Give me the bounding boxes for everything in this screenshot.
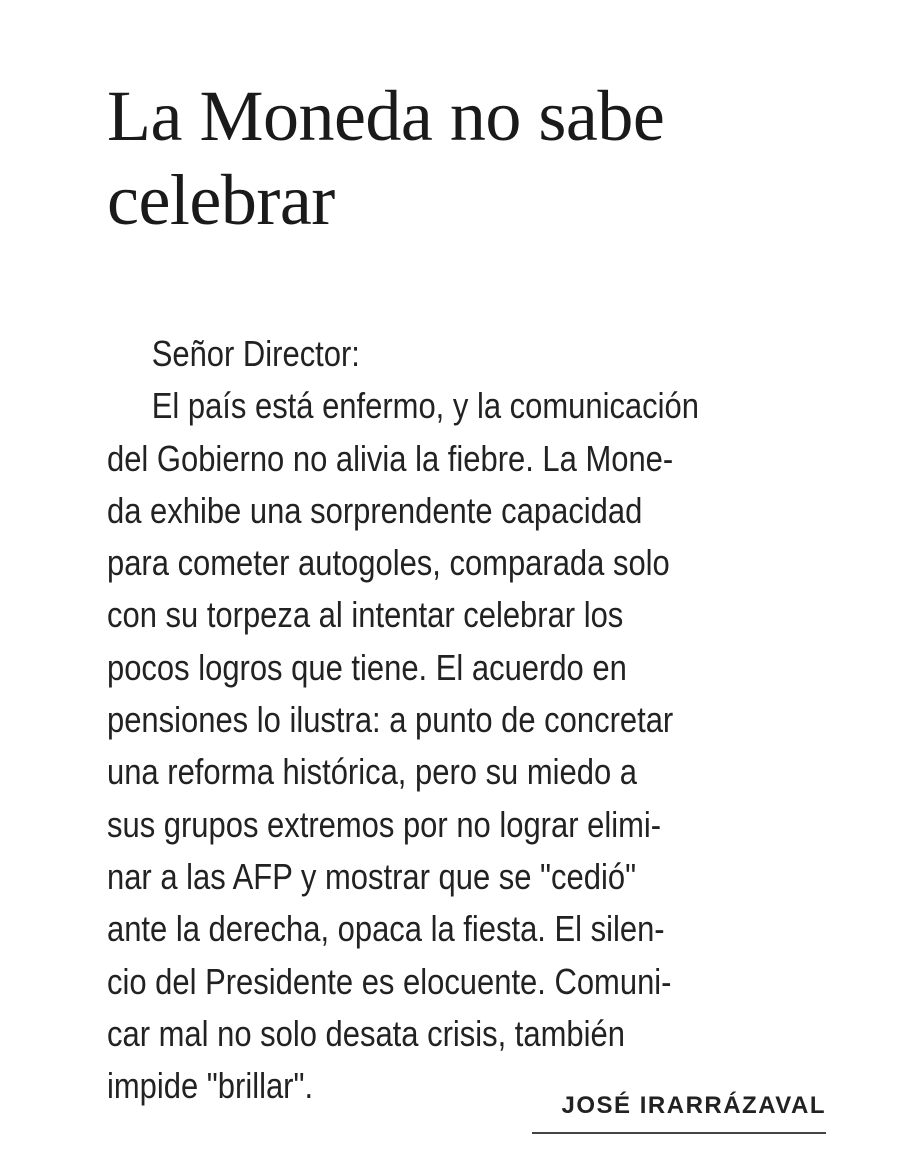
salutation: Señor Director: xyxy=(151,333,360,374)
letter-body xyxy=(107,328,735,1112)
body-line: impide "brillar". xyxy=(107,1065,314,1107)
body-line: El país está enfermo, y la comunicación xyxy=(151,385,699,427)
headline-line: celebrar xyxy=(107,160,335,240)
body-line: del Gobierno no alivia la fiebre. La Mone- xyxy=(107,437,674,479)
body-line: sus grupos extremos por no lograr elimi- xyxy=(107,803,662,845)
body-line: car mal no solo desata crisis, también xyxy=(107,1012,625,1054)
body-line: pocos logros que tiene. El acuerdo en xyxy=(107,646,627,688)
body-line: una reforma histórica, pero su miedo a xyxy=(107,751,638,793)
body-line: para cometer autogoles, comparada solo xyxy=(107,542,670,584)
body-line: ante la derecha, opaca la fiesta. El silen- xyxy=(107,908,665,950)
headline-line: La Moneda no sabe xyxy=(107,76,665,156)
headline xyxy=(107,74,827,242)
body-line: nar a las AFP y mostrar que se "cedió" xyxy=(107,855,637,897)
body-line: pensiones lo ilustra: a punto de concretar xyxy=(107,699,674,741)
body-line: con su torpeza al intentar celebrar los xyxy=(107,594,624,636)
signature-block xyxy=(532,1090,826,1134)
author-name: JOSÉ IRARRÁZAVAL xyxy=(561,1092,826,1119)
body-line: da exhibe una sorprendente capacidad xyxy=(107,489,643,531)
body-line: cio del Presidente es elocuente. Comuni- xyxy=(107,960,672,1002)
